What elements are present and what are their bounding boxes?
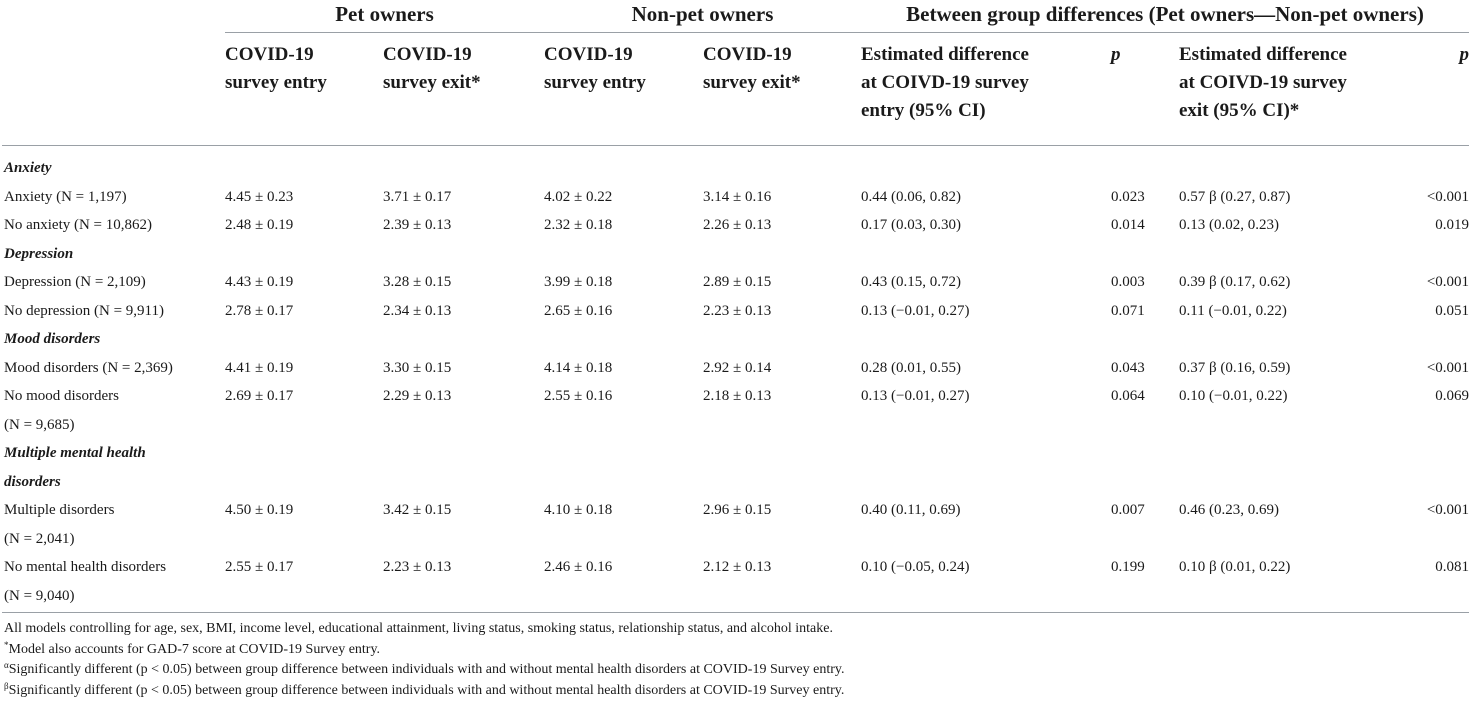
table-cell: 3.30 ± 0.15 [383, 354, 544, 383]
table-cell: 0.46 (0.23, 0.69) [1179, 496, 1404, 553]
footnote [4, 640, 844, 661]
table-cell: 0.39 β (0.17, 0.62) [1179, 268, 1404, 297]
table-cell: 4.02 ± 0.22 [544, 183, 703, 212]
table-cell: 3.28 ± 0.15 [383, 268, 544, 297]
table-bottom-rule [2, 612, 1469, 613]
table-row [2, 382, 1469, 439]
section-header-row [2, 439, 1469, 496]
table-cell: 2.12 ± 0.13 [703, 553, 861, 610]
group-header-non-pet-owners: Non-pet owners [544, 0, 861, 33]
row-label: Mood disorders (N = 2,369) [2, 354, 225, 383]
column-header: Estimated difference at COIVD-19 survey exit (95% CI)* [1179, 33, 1404, 146]
table-cell: 3.71 ± 0.17 [383, 183, 544, 212]
section-header-row [2, 240, 1469, 269]
table-cell: 0.17 (0.03, 0.30) [861, 211, 1111, 240]
column-header: COVID-19 survey exit* [383, 33, 544, 146]
table-cell: 0.13 (−0.01, 0.27) [861, 297, 1111, 326]
table-row [2, 354, 1469, 383]
table-cell: 3.42 ± 0.15 [383, 496, 544, 553]
column-header: p [1111, 33, 1179, 146]
table-cell: 2.26 ± 0.13 [703, 211, 861, 240]
table-cell: 0.003 [1111, 268, 1179, 297]
results-table [2, 0, 1469, 610]
group-header-row [2, 0, 1469, 33]
section-title: Mood disorders [2, 325, 225, 354]
table-cell: 0.28 (0.01, 0.55) [861, 354, 1111, 383]
table-cell: <0.001 [1404, 268, 1469, 297]
footnote-text: All models controlling for age, sex, BMI, income level, educational attainment, living status, smoking status, relationship status, and alcohol intake. [4, 621, 833, 636]
table-cell: 2.92 ± 0.14 [703, 354, 861, 383]
footnote [4, 660, 844, 681]
column-header: p [1404, 33, 1469, 146]
table-cell: 0.13 (−0.01, 0.27) [861, 382, 1111, 439]
table-cell: 3.99 ± 0.18 [544, 268, 703, 297]
table-row [2, 496, 1469, 553]
column-header: COVID-19 survey exit* [703, 33, 861, 146]
section-header-row [2, 146, 1469, 183]
row-label: Multiple disorders (N = 2,041) [2, 496, 225, 553]
table-cell: 0.44 (0.06, 0.82) [861, 183, 1111, 212]
table-cell: 0.023 [1111, 183, 1179, 212]
table-cell: 2.34 ± 0.13 [383, 297, 544, 326]
table-cell: 0.37 β (0.16, 0.59) [1179, 354, 1404, 383]
column-header-row [2, 33, 1469, 146]
table-cell: 2.78 ± 0.17 [225, 297, 383, 326]
table-cell: 4.41 ± 0.19 [225, 354, 383, 383]
table-cell: 2.48 ± 0.19 [225, 211, 383, 240]
row-label: No depression (N = 9,911) [2, 297, 225, 326]
table-cell: 4.50 ± 0.19 [225, 496, 383, 553]
table-cell: 0.43 (0.15, 0.72) [861, 268, 1111, 297]
table-cell: 4.10 ± 0.18 [544, 496, 703, 553]
table-row [2, 268, 1469, 297]
table-cell: 2.23 ± 0.13 [703, 297, 861, 326]
footnote [4, 681, 844, 701]
footnote-mark: β [4, 681, 9, 691]
table-cell: 4.14 ± 0.18 [544, 354, 703, 383]
footnote-mark: α [4, 660, 9, 670]
table-cell: 0.071 [1111, 297, 1179, 326]
table-cell: 2.55 ± 0.16 [544, 382, 703, 439]
table-cell: 4.43 ± 0.19 [225, 268, 383, 297]
table-cell: 0.40 (0.11, 0.69) [861, 496, 1111, 553]
table-cell: 2.23 ± 0.13 [383, 553, 544, 610]
footnote-mark: * [4, 640, 9, 650]
table-cell: 2.69 ± 0.17 [225, 382, 383, 439]
table-cell: <0.001 [1404, 183, 1469, 212]
table-row [2, 183, 1469, 212]
table-cell: 0.019 [1404, 211, 1469, 240]
table-cell: <0.001 [1404, 354, 1469, 383]
footnotes [4, 619, 844, 701]
table-cell: 2.96 ± 0.15 [703, 496, 861, 553]
table-row [2, 297, 1469, 326]
footnote-text: Significantly different (p < 0.05) between group difference between individuals with and without mental health disorders at COVID-19 Survey entry. [9, 662, 845, 677]
row-label: No mental health disorders (N = 9,040) [2, 553, 225, 610]
table-cell: <0.001 [1404, 496, 1469, 553]
table-cell: 2.32 ± 0.18 [544, 211, 703, 240]
table-cell: 0.10 (−0.05, 0.24) [861, 553, 1111, 610]
section-header-row [2, 325, 1469, 354]
section-title: Depression [2, 240, 225, 269]
table-cell: 2.89 ± 0.15 [703, 268, 861, 297]
table-cell: 2.65 ± 0.16 [544, 297, 703, 326]
table-cell: 2.55 ± 0.17 [225, 553, 383, 610]
table-cell: 0.081 [1404, 553, 1469, 610]
table-cell: 2.18 ± 0.13 [703, 382, 861, 439]
group-header-pet-owners: Pet owners [225, 0, 544, 33]
footnote-text: Significantly different (p < 0.05) between group difference between individuals with and without mental health disorders at COVID-19 Survey entry. [9, 683, 845, 698]
section-title: Multiple mental health disorders [2, 439, 225, 496]
table-body [2, 146, 1469, 611]
table-cell: 0.064 [1111, 382, 1179, 439]
row-label: No anxiety (N = 10,862) [2, 211, 225, 240]
table-cell: 0.069 [1404, 382, 1469, 439]
table-cell: 0.11 (−0.01, 0.22) [1179, 297, 1404, 326]
footnote-text: Model also accounts for GAD-7 score at COVID-19 Survey entry. [9, 642, 381, 657]
table-cell: 0.051 [1404, 297, 1469, 326]
table-cell: 4.45 ± 0.23 [225, 183, 383, 212]
table-cell: 2.46 ± 0.16 [544, 553, 703, 610]
table-cell: 0.007 [1111, 496, 1179, 553]
table-cell: 2.29 ± 0.13 [383, 382, 544, 439]
table-cell: 0.014 [1111, 211, 1179, 240]
table-cell: 0.10 (−0.01, 0.22) [1179, 382, 1404, 439]
row-label: Anxiety (N = 1,197) [2, 183, 225, 212]
column-header: COVID-19 survey entry [225, 33, 383, 146]
table-row [2, 553, 1469, 610]
footnote [4, 619, 844, 640]
row-label: No mood disorders (N = 9,685) [2, 382, 225, 439]
table-cell: 0.199 [1111, 553, 1179, 610]
row-label: Depression (N = 2,109) [2, 268, 225, 297]
section-title: Anxiety [2, 146, 225, 183]
column-header: COVID-19 survey entry [544, 33, 703, 146]
table-row [2, 211, 1469, 240]
group-header-between-group: Between group differences (Pet owners—Non-pet owners) [861, 0, 1469, 33]
table-cell: 2.39 ± 0.13 [383, 211, 544, 240]
table-cell: 0.10 β (0.01, 0.22) [1179, 553, 1404, 610]
table-cell: 3.14 ± 0.16 [703, 183, 861, 212]
table-cell: 0.13 (0.02, 0.23) [1179, 211, 1404, 240]
table-cell: 0.57 β (0.27, 0.87) [1179, 183, 1404, 212]
table-cell: 0.043 [1111, 354, 1179, 383]
column-header: Estimated difference at COIVD-19 survey entry (95% CI) [861, 33, 1111, 146]
